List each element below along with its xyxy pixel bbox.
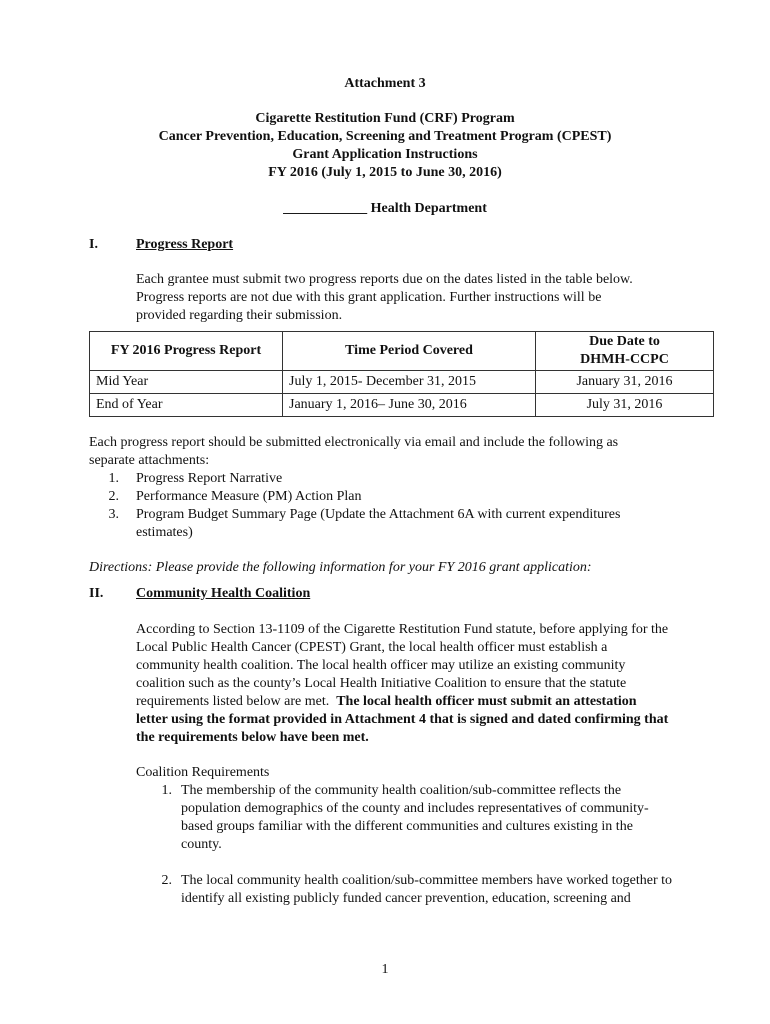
text-line: Progress reports are not due with this grant application. Further instructions will be — [136, 290, 602, 305]
text-line: county. — [181, 837, 222, 852]
health-department-blank: ____________ Health Department — [283, 201, 487, 216]
text-line: Each grantee must submit two progress reports due on the dates listed in the table below. — [136, 272, 633, 287]
text-line: According to Section 13-1109 of the Cigarette Restitution Fund statute, before applying for the — [136, 622, 669, 637]
text-line: population demographics of the county and includes representatives of community- — [181, 801, 649, 816]
text-line: identify all existing publicly funded cancer prevention, education, screening and — [181, 891, 631, 906]
table-cell: July 1, 2015- December 31, 2015 — [283, 371, 536, 394]
list-number: 3. — [108, 507, 119, 522]
attachment-label: Attachment 3 — [344, 76, 426, 91]
program-subtitle: Cancer Prevention, Education, Screening and Treatment Program (CPEST) — [158, 129, 612, 144]
text-span: requirements listed below are met. — [136, 694, 330, 709]
text-line: estimates) — [136, 525, 193, 540]
submission-paragraph — [89, 434, 729, 470]
header-cell: Time Period Covered — [283, 332, 536, 371]
text-line: the requirements below have been met. — [136, 730, 369, 745]
text-line: provided regarding their submission. — [136, 308, 343, 323]
text-line: The membership of the community health coalition/sub-committee reflects the — [181, 783, 622, 798]
list-number: 2. — [161, 873, 172, 888]
section2-paragraph — [136, 621, 736, 747]
list-item: Progress Report Narrative — [136, 471, 283, 486]
list-number: 1. — [108, 471, 119, 486]
text-line: Each progress report should be submitted electronically via email and include the following as — [89, 435, 619, 450]
list-item — [181, 872, 741, 908]
table-cell: January 31, 2016 — [536, 371, 714, 394]
progress-report-table — [89, 331, 714, 417]
coalition-requirements-list — [136, 782, 736, 922]
header-cell: FY 2016 Progress Report — [90, 332, 283, 371]
table-cell: July 31, 2016 — [536, 394, 714, 417]
header-cell — [536, 332, 714, 371]
list-item: Performance Measure (PM) Action Plan — [136, 489, 362, 504]
list-number: 2. — [108, 489, 119, 504]
list-number: 1. — [161, 783, 172, 798]
text-line — [136, 693, 736, 711]
text-line: community health coalition. The local health officer may utilize an existing community — [136, 658, 626, 673]
section2-numeral: II. — [89, 586, 104, 601]
bold-text-span: The local health officer must submit an attestation — [336, 694, 637, 709]
header-cell-line: DHMH-CCPC — [580, 352, 669, 367]
coalition-requirements-label: Coalition Requirements — [136, 765, 270, 780]
text-line: Local Public Health Cancer (CPEST) Grant, the local health officer must establish a — [136, 640, 608, 655]
header-cell-line: Due Date to — [589, 334, 660, 349]
table-header-row — [90, 332, 714, 371]
table-cell: End of Year — [90, 394, 283, 417]
directions-text: Directions: Please provide the following information for your FY 2016 grant application: — [89, 560, 592, 575]
section1-title: Progress Report — [136, 237, 234, 252]
text-line: based groups familiar with the different communities and cultures existing in the — [181, 819, 633, 834]
section2-title: Community Health Coalition — [136, 586, 311, 601]
text-line: separate attachments: — [89, 453, 210, 468]
section1-paragraph — [136, 271, 736, 325]
table-row — [90, 394, 714, 417]
page-number: 1 — [381, 962, 389, 977]
document-title: Grant Application Instructions — [292, 147, 478, 162]
text-line: coalition such as the county’s Local Health Initiative Coalition to ensure that the statute — [136, 676, 627, 691]
table-cell: January 1, 2016– June 30, 2016 — [283, 394, 536, 417]
section1-numeral: I. — [89, 237, 98, 252]
list-item — [136, 506, 696, 542]
list-item — [181, 782, 741, 854]
table-cell: Mid Year — [90, 371, 283, 394]
fiscal-year: FY 2016 (July 1, 2015 to June 30, 2016) — [268, 165, 502, 180]
table-row — [90, 371, 714, 394]
program-title: Cigarette Restitution Fund (CRF) Program — [255, 111, 515, 126]
text-line: Program Budget Summary Page (Update the Attachment 6A with current expenditures — [136, 507, 621, 522]
text-line: The local community health coalition/sub-committee members have worked together to — [181, 873, 673, 888]
text-line: letter using the format provided in Attachment 4 that is signed and dated confirming that — [136, 712, 669, 727]
attachments-list — [89, 470, 729, 542]
